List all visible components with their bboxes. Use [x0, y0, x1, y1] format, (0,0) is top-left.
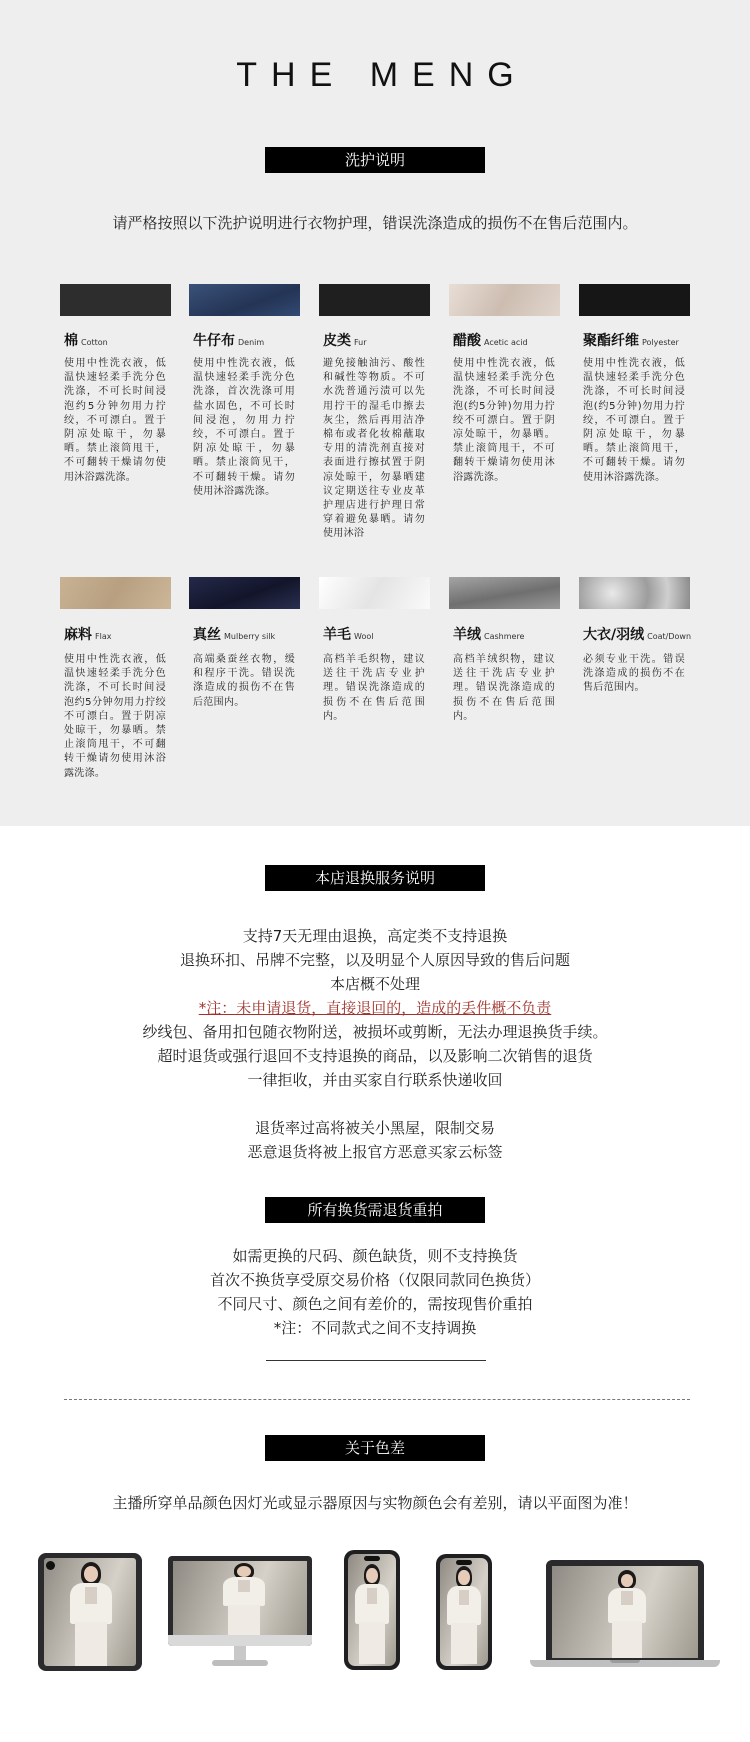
material-name-zh: 皮类: [323, 333, 351, 349]
figure-face: [237, 1566, 251, 1577]
returns-line-7: 退货率过高将被关小黑屋，限制交易: [254, 1119, 495, 1137]
material-description: 高端桑蚕丝衣物，缓和程序干洗。错误洗涤造成的损伤不在售后范围内。: [193, 654, 295, 708]
material-name-en: Denim: [238, 338, 265, 347]
color-title: 关于色差: [265, 1435, 485, 1461]
figure-face: [366, 1568, 377, 1583]
material-name: [583, 330, 679, 350]
returns-line-5: 超时退货或强行退回不支持退换的商品，以及影响二次销售的退货: [157, 1047, 593, 1065]
material-name: [583, 624, 691, 644]
material-swatch: [189, 577, 300, 609]
care-title: 洗护说明: [265, 147, 485, 173]
exchange-line-3: 不同尺寸、颜色之间有差价的，需按现售价重拍: [217, 1295, 533, 1313]
material-name-en: Wool: [354, 632, 374, 641]
material-swatch: [579, 577, 690, 609]
returns-line-4: 纱线包、备用扣包随衣物附送，被损坏或剪断，无法办理退换货手续。: [142, 1023, 608, 1041]
model-figure: [219, 1563, 269, 1635]
material-name-en: Fur: [354, 338, 367, 347]
figure-pants: [359, 1622, 385, 1664]
material-name-zh: 棉: [64, 333, 78, 349]
returns-line-2: 退换环扣、吊牌不完整，以及明显个人原因导致的售后问题: [179, 951, 570, 969]
material-description: 避免接触油污、酸性和碱性等物质。不可水洗普通污渍可以先用拧干的湿毛巾擦去灰尘，然后再用洁净棉布或者化妆棉蘸取专用的清洗剂直接对表面进行擦拭置于阴凉处晾干，勿暴晒建议定期送往专业皮革护理店进行护理日常穿着避免暴晒。请勿使用沐浴: [323, 358, 425, 540]
material-swatch: [60, 284, 171, 316]
returns-title: 本店退换服务说明: [265, 865, 485, 891]
exchange-title: 所有换货需退货重拍: [265, 1197, 485, 1223]
divider: [266, 1360, 486, 1361]
material-name-zh: 大衣/羽绒: [583, 627, 645, 643]
brand-logo: THE MENG: [236, 56, 528, 94]
material-name-zh: 醋酸: [453, 333, 481, 349]
material-swatch: [60, 577, 171, 609]
material-name-en: Cashmere: [484, 632, 525, 641]
material-swatch: [449, 577, 560, 609]
figure-top: [621, 1591, 632, 1605]
figure-pants: [612, 1621, 641, 1658]
model-figure: [604, 1570, 650, 1658]
exchange-line-1: 如需更换的尺码、颜色缺货，则不支持换货: [232, 1247, 518, 1265]
model-figure: [444, 1566, 484, 1664]
material-name: [323, 330, 367, 350]
returns-line-8: 恶意退货将被上报官方恶意买家云标签: [247, 1143, 503, 1161]
returns-line-3: 本店概不处理: [329, 975, 420, 993]
material-name-en: Coat/Down: [647, 632, 692, 641]
figure-pants: [228, 1605, 260, 1635]
material-name-zh: 麻料: [64, 627, 92, 643]
figure-face: [458, 1570, 469, 1585]
figure-top: [85, 1587, 97, 1604]
material-description: 使用中性洗衣液，低温快速轻柔手洗分色洗涤，不可长时间浸泡约5分钟勿用力拧绞，不可漂白。置于阴凉处晾干，勿暴晒。禁止滚筒甩干，不可翻转干燥请勿使用沐浴露洗涤。: [64, 358, 166, 483]
material-swatch: [319, 284, 430, 316]
material-description: 必须专业干洗。错误洗涤造成的损伤不在售后范围内。: [583, 654, 685, 694]
monitor-icon: [168, 1556, 312, 1669]
figure-top: [459, 1590, 469, 1606]
material-swatch: [189, 284, 300, 316]
exchange-line-2: 首次不换货享受原交易价格（仅限同款同色换货）: [209, 1271, 540, 1289]
care-intro: 请严格按照以下洗护说明进行衣物护理，错误洗涤造成的损伤不在售后范围内。: [112, 214, 638, 232]
material-description: 使用中性洗衣液，低温快速轻柔手洗分色洗涤，首次洗涤可用盐水固色，不可长时间浸泡，勿用力拧绞，不可漂白。置于阴凉处晾干，勿暴晒。禁止滚筒见干，不可翻转干燥。请勿使用沐浴露洗涤。: [193, 358, 295, 497]
material-name: [64, 624, 111, 644]
returns-note-text: *注：未申请退货，直接退回的，造成的丢件概不负责: [198, 999, 552, 1017]
dashed-divider: [64, 1399, 690, 1400]
figure-face: [621, 1574, 634, 1587]
returns-line-1: 支持7天无理由退换，高定类不支持退换: [242, 927, 508, 945]
material-name-zh: 羊毛: [323, 627, 351, 643]
returns-line-6: 一律拒收，并由买家自行联系快递收回: [247, 1071, 503, 1089]
material-name-en: Cotton: [81, 338, 108, 347]
material-swatch: [579, 284, 690, 316]
material-name-en: Flax: [95, 632, 112, 641]
model-figure: [66, 1562, 116, 1666]
material-swatch: [449, 284, 560, 316]
material-name-en: Polyester: [642, 338, 679, 347]
tablet-icon: [38, 1553, 142, 1671]
material-name-zh: 羊绒: [453, 627, 481, 643]
model-figure: [352, 1564, 392, 1664]
figure-face: [84, 1566, 98, 1582]
phone-icon: [344, 1550, 400, 1670]
figure-top: [238, 1580, 250, 1592]
figure-pants: [75, 1622, 107, 1666]
material-name-zh: 聚酯纤维: [583, 333, 639, 349]
material-name: [193, 624, 275, 644]
material-name-en: Mulberry silk: [224, 632, 276, 641]
care-section: [0, 0, 750, 826]
phone-icon-2: [436, 1554, 492, 1670]
figure-top: [367, 1588, 377, 1604]
material-name: [193, 330, 264, 350]
figure-pants: [451, 1623, 477, 1664]
material-description: 使用中性洗衣液，低温快速轻柔手洗分色洗涤，不可长时间浸泡(约5分钟)勿用力拧绞，不可漂白。置于阴凉处晾干，勿暴晒。禁止滚筒甩干，不可翻转干燥。请勿使用沐浴露洗涤。: [583, 358, 685, 483]
material-description: 高档羊绒织物，建议送往干洗店专业护理。错误洗涤造成的损伤不在售后范围内。: [453, 654, 555, 722]
color-text: 主播所穿单品颜色因灯光或显示器原因与实物颜色会有差别，请以平面图为准！: [112, 1494, 638, 1512]
material-name: [323, 624, 373, 644]
material-name-en: Acetic acid: [484, 338, 528, 347]
material-name-zh: 牛仔布: [193, 333, 235, 349]
material-swatch: [319, 577, 430, 609]
material-name: [453, 624, 524, 644]
returns-note: [0, 997, 750, 1018]
material-description: 高档羊毛织物，建议送往干洗店专业护理。错误洗涤造成的损伤不在售后范围内。: [323, 654, 425, 722]
material-description: 使用中性洗衣液，低温快速轻柔手洗分色洗涤，不可长时间浸泡(约5分钟)勿用力拧绞不可漂白。置于阴凉处晾干，勿暴晒。禁止滚筒甩干，不可翻转干燥请勿使用沐浴露洗涤。: [453, 358, 555, 483]
material-name: [64, 330, 108, 350]
laptop-icon: [530, 1560, 720, 1670]
material-name: [453, 330, 528, 350]
material-name-zh: 真丝: [193, 627, 221, 643]
exchange-line-4: *注：不同款式之间不支持调换: [273, 1319, 477, 1337]
material-description: 使用中性洗衣液，低温快速轻柔手洗分色洗涤，不可长时间浸泡约5分钟勿用力拧绞不可漂白。置于阴凉处晾干，勿暴晒。禁止滚筒甩干，不可翻转干燥请勿使用沐浴露洗涤。: [64, 654, 166, 779]
